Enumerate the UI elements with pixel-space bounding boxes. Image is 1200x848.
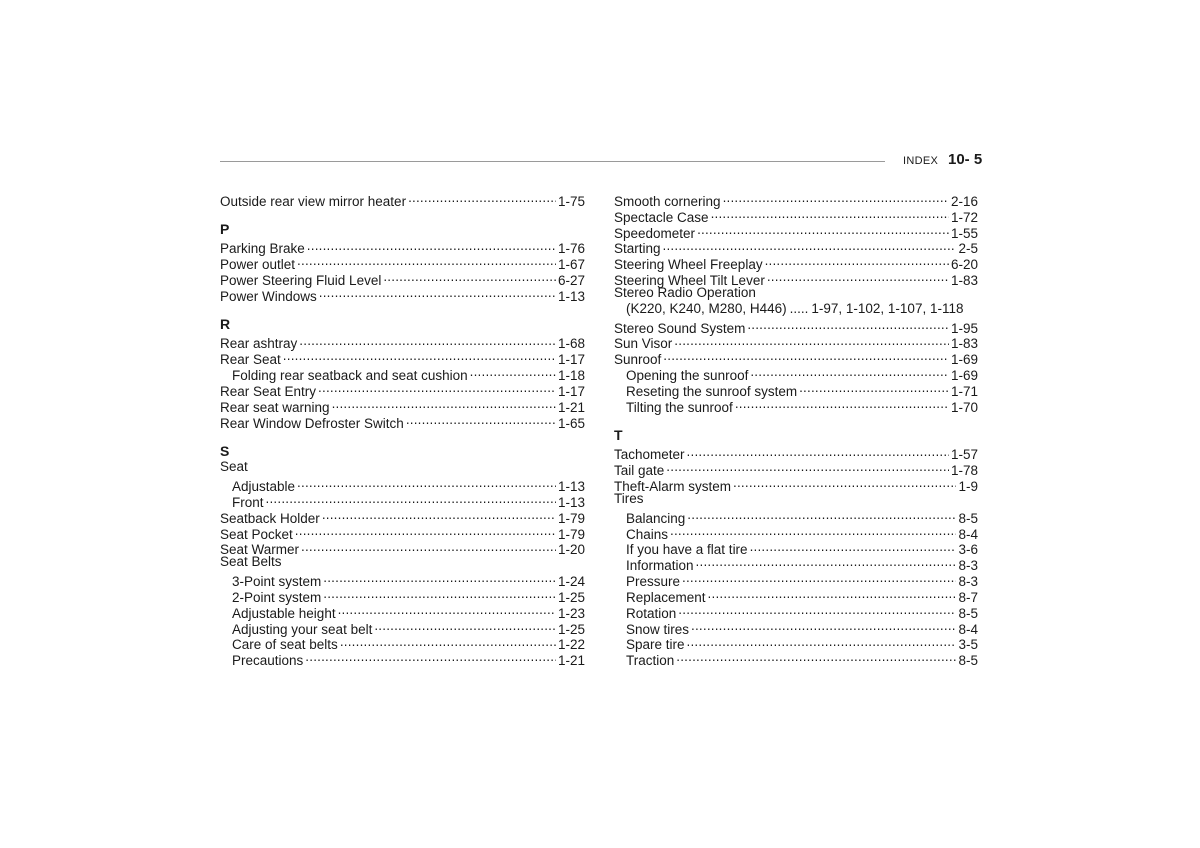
entry-text: Power Windows — [220, 288, 317, 304]
entry-text: Tail gate — [614, 463, 665, 479]
entry-text: If you have a flat tire — [626, 542, 748, 558]
entry-page-ref: 8-5 — [958, 510, 978, 526]
entry-text: Precautions — [232, 653, 304, 669]
entry-page-ref: 1-72 — [950, 209, 978, 225]
entry-page-ref: 1-79 — [557, 510, 585, 526]
entry-page-ref: 1-68 — [557, 336, 585, 352]
header-rule — [220, 161, 885, 162]
entry-page-ref: 1-21 — [557, 653, 585, 669]
entry-page-ref: 1-78 — [950, 463, 978, 479]
index-group-label — [614, 285, 978, 301]
entry-page-ref: 1-13 — [557, 288, 585, 304]
entry-page-ref: 1-23 — [557, 605, 585, 621]
dot-leader — [318, 380, 556, 396]
index-subentry — [220, 570, 585, 590]
heading-letter: S — [220, 442, 230, 459]
entry-page-ref: 6-20 — [950, 257, 978, 273]
dot-leader — [663, 348, 949, 364]
index-column-left — [220, 190, 585, 669]
entry-page-ref: 1-76 — [557, 241, 585, 257]
dot-leader — [682, 570, 956, 586]
entry-text: Smooth cornering — [614, 193, 721, 209]
dot-leader — [295, 523, 556, 539]
dot-leader — [735, 396, 949, 412]
index-subentry — [614, 539, 978, 558]
entry-page-ref: 1-20 — [557, 542, 585, 558]
index-group-label — [220, 554, 585, 570]
entry-text: Replacement — [626, 589, 706, 605]
entry-text: Stereo Sound System — [614, 320, 746, 336]
index-entry — [220, 507, 585, 526]
entry-text: Sun Visor — [614, 336, 673, 352]
entry-page-ref: 8-4 — [958, 621, 978, 637]
entry-page-ref: 8-7 — [958, 589, 978, 605]
entry-text: Spare tire — [626, 637, 685, 653]
dot-leader — [678, 602, 956, 618]
dot-leader — [338, 602, 556, 618]
dot-leader — [470, 364, 556, 380]
entry-text: Rear Seat Entry — [220, 383, 317, 399]
entry-page-ref: 8-3 — [958, 574, 978, 590]
entry-page-ref: 2-16 — [950, 193, 978, 209]
entry-text: Seatback Holder — [220, 510, 320, 526]
dot-leader — [297, 475, 556, 491]
entry-text: (K220, K240, M280, H446) — [626, 300, 787, 316]
entry-page-ref: 3-5 — [958, 637, 978, 653]
entry-page-ref: 1-13 — [557, 479, 585, 495]
entry-text: Rear Window Defroster Switch — [220, 415, 404, 431]
entry-text: Rear seat warning — [220, 399, 330, 415]
entry-page-ref: 1-17 — [557, 383, 585, 399]
dot-leader — [750, 539, 957, 555]
heading-letter: P — [220, 220, 230, 237]
entry-text: Speedometer — [614, 225, 696, 241]
entry-text: Seat Pocket — [220, 526, 293, 542]
page-number: 10- 5 — [948, 151, 983, 168]
entry-text: Seat Warmer — [220, 542, 300, 558]
index-letter-heading — [220, 317, 585, 333]
dot-leader — [666, 459, 949, 475]
dot-leader — [687, 444, 949, 460]
dot-leader — [323, 570, 556, 586]
index-entry — [614, 253, 978, 273]
dot-leader — [674, 333, 949, 349]
dot-leader — [687, 634, 957, 650]
entry-text: Rear Seat — [220, 352, 281, 368]
entry-page-ref: 3-6 — [958, 542, 978, 558]
index-subentry — [614, 301, 978, 317]
entry-page-ref: 8-4 — [958, 526, 978, 542]
entry-text: Snow tires — [626, 621, 690, 637]
entry-text: Opening the sunroof — [626, 368, 749, 384]
entry-text: Balancing — [626, 510, 686, 526]
entry-page-ref: 1-25 — [557, 621, 585, 637]
entry-text: Pressure — [626, 574, 681, 590]
section-title: INDEX — [903, 155, 939, 167]
dot-leader — [319, 285, 556, 301]
entry-page-ref: 1-17 — [557, 352, 585, 368]
index-subentry — [614, 507, 978, 526]
entry-page-ref: 1-18 — [557, 368, 585, 384]
entry-text: Steering Wheel Freeplay — [614, 257, 763, 273]
entry-page-ref: 1-69 — [950, 368, 978, 384]
entry-text: Spectacle Case — [614, 209, 709, 225]
index-entry — [614, 317, 978, 336]
entry-page-ref: 1-21 — [557, 399, 585, 415]
entry-page-ref: 1-57 — [950, 447, 978, 463]
dot-leader — [297, 253, 556, 269]
dot-leader — [301, 539, 556, 555]
dot-leader — [711, 206, 949, 222]
index-group-label — [220, 459, 585, 475]
dot-leader — [383, 269, 556, 285]
dot-leader — [691, 618, 956, 634]
dot-leader — [750, 364, 949, 380]
dot-leader — [723, 190, 949, 206]
entry-page-ref: 1-75 — [557, 193, 585, 209]
entry-text: Tilting the sunroof — [626, 399, 733, 415]
entry-text: Parking Brake — [220, 241, 305, 257]
entry-page-ref: 1-95 — [950, 320, 978, 336]
entry-text: Front — [232, 494, 264, 510]
index-entry — [220, 238, 585, 257]
dot-leader — [708, 586, 957, 602]
index-letter-heading — [220, 222, 585, 238]
entry-page-ref: 6-27 — [557, 273, 585, 289]
entry-text: Power Steering Fluid Level — [220, 273, 382, 289]
entry-text: Theft-Alarm system — [614, 479, 732, 495]
heading-letter: R — [220, 315, 231, 332]
dot-leader — [697, 222, 949, 238]
entry-page-ref: 1-13 — [557, 494, 585, 510]
index-subentry — [614, 364, 978, 384]
index-entry — [220, 333, 585, 352]
entry-page-ref: 1-65 — [557, 415, 585, 431]
entry-text: Chains — [626, 526, 669, 542]
entry-text: Tachometer — [614, 447, 685, 463]
index-entry — [220, 190, 585, 209]
entry-page-ref: 1-69 — [950, 352, 978, 368]
entry-page-ref: 1-24 — [557, 574, 585, 590]
entry-text: Adjusting your seat belt — [232, 621, 373, 637]
entry-text: Starting — [614, 241, 661, 257]
dot-leader — [406, 412, 556, 428]
entry-page-ref: 1-9 — [958, 479, 978, 495]
entry-text: Adjustable height — [232, 605, 336, 621]
dot-leader — [408, 190, 556, 206]
entry-text: Outside rear view mirror heater — [220, 193, 407, 209]
entry-page-ref: 1-67 — [557, 257, 585, 273]
dot-leader — [747, 317, 949, 333]
index-entry — [614, 459, 978, 479]
heading-letter: T — [614, 426, 623, 443]
entry-page-ref: 1-97, 1-102, 1-107, 1-118 — [811, 300, 964, 316]
entry-page-ref: 8-5 — [958, 605, 978, 621]
entry-page-ref: 1-70 — [950, 399, 978, 415]
index-entry — [614, 190, 978, 209]
dot-leader — [374, 618, 556, 634]
dot-leader — [733, 475, 956, 491]
entry-text: Steering Wheel Tilt Lever — [614, 273, 765, 289]
dot-leader — [332, 396, 556, 412]
dot-leader — [696, 554, 957, 570]
dot-leader — [322, 507, 556, 523]
entry-page-ref: 8-5 — [958, 653, 978, 669]
index-entry — [614, 475, 978, 495]
entry-page-ref: 1-71 — [950, 383, 978, 399]
index-subentry — [220, 475, 585, 495]
entry-page-ref: 1-22 — [557, 637, 585, 653]
entry-text: 3-Point system — [232, 574, 322, 590]
entry-page-ref: 2-5 — [958, 241, 978, 257]
entry-text: Traction — [626, 653, 675, 669]
entry-page-ref: 1-25 — [557, 589, 585, 605]
entry-text: Power outlet — [220, 257, 296, 273]
entry-text: Adjustable — [232, 479, 296, 495]
dot-leader — [283, 348, 556, 364]
entry-page-ref: 1-79 — [557, 526, 585, 542]
dot-leader — [266, 491, 556, 507]
dot-leader — [765, 253, 949, 269]
index-letter-heading — [614, 428, 978, 444]
dot-leader — [663, 238, 957, 254]
dot-leader — [799, 380, 949, 396]
entry-text: Rotation — [626, 605, 677, 621]
entry-page-ref: 8-3 — [958, 558, 978, 574]
index-entry — [614, 238, 978, 257]
dot-leader — [340, 634, 556, 650]
entry-page-ref: 1-83 — [950, 336, 978, 352]
dot-leader — [767, 269, 949, 285]
entry-text: Rear ashtray — [220, 336, 298, 352]
dot-leader — [299, 333, 556, 349]
dot-leader — [687, 507, 956, 523]
dot-leader — [305, 649, 556, 665]
entry-text: Stereo Radio Operation — [614, 285, 756, 301]
entry-text: Tires — [614, 491, 644, 507]
index-entry — [614, 444, 978, 463]
entry-page-ref: 1-83 — [950, 273, 978, 289]
index-letter-heading — [220, 444, 585, 460]
entry-text: Sunroof — [614, 352, 662, 368]
dot-leader — [676, 649, 956, 665]
index-entry — [614, 348, 978, 368]
entry-text: Seat Belts — [220, 554, 282, 570]
entry-page-ref: 1-55 — [950, 225, 978, 241]
index-column-right — [614, 190, 978, 669]
entry-text: 2-Point system — [232, 589, 322, 605]
entry-text: Folding rear seatback and seat cushion — [232, 368, 468, 384]
entry-text: Information — [626, 558, 694, 574]
dot-leader — [670, 523, 956, 539]
index-subentry — [220, 491, 585, 510]
entry-text: Seat — [220, 459, 248, 475]
entry-text: Care of seat belts — [232, 637, 338, 653]
dot-leader — [307, 238, 556, 254]
entry-text: Reseting the sunroof system — [626, 383, 798, 399]
dot-leader — [323, 586, 556, 602]
dot-leader: ..... — [789, 300, 809, 316]
